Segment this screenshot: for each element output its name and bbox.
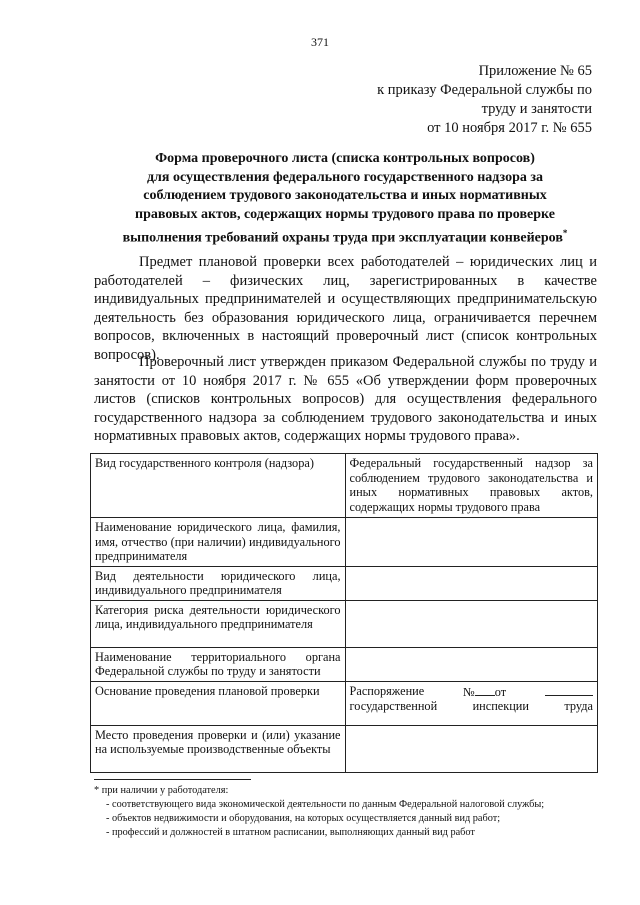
- inspection-info-table: [90, 453, 598, 773]
- title-line: правовых актов, содержащих нормы трудового права по проверке: [135, 206, 555, 222]
- basis-line-2: [350, 699, 593, 714]
- title-line: выполнения требований охраны труда при эксплуатации конвейеров*: [122, 228, 568, 246]
- row-label: Категория риска деятельности юридического лица, индивидуального предпринимателя: [91, 600, 346, 647]
- row-value: Федеральный государственный надзор за соблюдением трудового законодательства и иных нормативных правовых актов, содержащих нормы трудового права: [345, 454, 597, 518]
- number-blank[interactable]: [475, 684, 495, 696]
- basis-word: инспекции: [472, 699, 529, 713]
- row-label: Вид деятельности юридического лица, индивидуального предпринимателя: [91, 566, 346, 600]
- footnote-heading: * при наличии у работодателя:: [94, 785, 229, 796]
- title-line: Форма проверочного листа (списка контрольных вопросов): [155, 151, 535, 166]
- footnote-divider: [94, 779, 251, 780]
- appendix-line: труду и занятости: [481, 101, 592, 117]
- appendix-line: от 10 ноября 2017 г. № 655: [427, 120, 592, 136]
- table-row: [91, 454, 598, 518]
- basis-word: государственной: [349, 699, 438, 713]
- table-row: [91, 600, 598, 647]
- table-row: [91, 681, 598, 725]
- row-value-field[interactable]: [345, 518, 597, 567]
- footnote-item: - соответствующего вида экономической деятельности по данным Федеральной налоговой службы;: [106, 799, 545, 810]
- basis-word: Распоряжение: [349, 683, 425, 698]
- basis-word: труда: [564, 699, 593, 713]
- appendix-line: Приложение № 65: [478, 63, 592, 79]
- row-value-field[interactable]: [345, 725, 597, 772]
- paragraph-approval: Проверочный лист утвержден приказом Федеральной службы по труду и занятости от 10 ноября 2017 г. № 655 «Об утверждении форм проверочных листов (списков контрольных вопросов) для осуществления федерального государственного надзора за соблюдением трудового законодательства и иных нормативных правовых актов, содержащих нормы трудового права».: [94, 354, 597, 445]
- table-row: [91, 647, 598, 681]
- table-row: [91, 725, 598, 772]
- title-line: для осуществления федерального государственного надзора за: [146, 169, 544, 185]
- footnote-item: - объектов недвижимости и оборудования, на которых осуществляется данный вид работ;: [106, 813, 501, 824]
- row-label: Вид государственного контроля (надзора): [91, 454, 346, 518]
- paragraph-scope: Предмет плановой проверки всех работодателей – юридических лиц и работодателей – физических лиц, зарегистрированных в качестве индивидуальных предпринимателей и осуществляющих предпринимательскую деятельность без образования юридического лица, ограничивается перечнем вопросов, включенных в настоящий проверочный лист (список контрольных вопросов).: [94, 254, 597, 363]
- row-label: Место проведения проверки и (или) указание на используемые производственные объекты: [91, 725, 346, 772]
- footnote: [94, 784, 604, 840]
- table-row: [91, 566, 598, 600]
- footnote-item: - профессий и должностей в штатном расписании, выполняющих данный вид работ: [106, 827, 475, 838]
- basis-order-cell[interactable]: [345, 681, 597, 725]
- row-label: Наименование юридического лица, фамилия, имя, отчество (при наличии) индивидуального предпринимателя: [91, 518, 346, 567]
- row-value-field[interactable]: [345, 647, 597, 681]
- appendix-header: [292, 62, 592, 138]
- basis-number: № от: [463, 684, 507, 699]
- row-value-field[interactable]: [345, 566, 597, 600]
- title-line: соблюдением трудового законодательства и иных нормативных: [143, 188, 547, 203]
- basis-line-1: [350, 684, 593, 700]
- document-title: [95, 150, 595, 248]
- page-number: 371: [311, 35, 329, 49]
- row-value-field[interactable]: [345, 600, 597, 647]
- row-label: Наименование территориального органа Федеральной службы по труду и занятости: [91, 647, 346, 681]
- appendix-line: к приказу Федеральной службы по: [377, 82, 592, 98]
- row-label: Основание проведения плановой проверки: [91, 681, 346, 725]
- table-row: [91, 518, 598, 567]
- date-blank[interactable]: [545, 684, 593, 696]
- footnote-mark: *: [562, 228, 568, 238]
